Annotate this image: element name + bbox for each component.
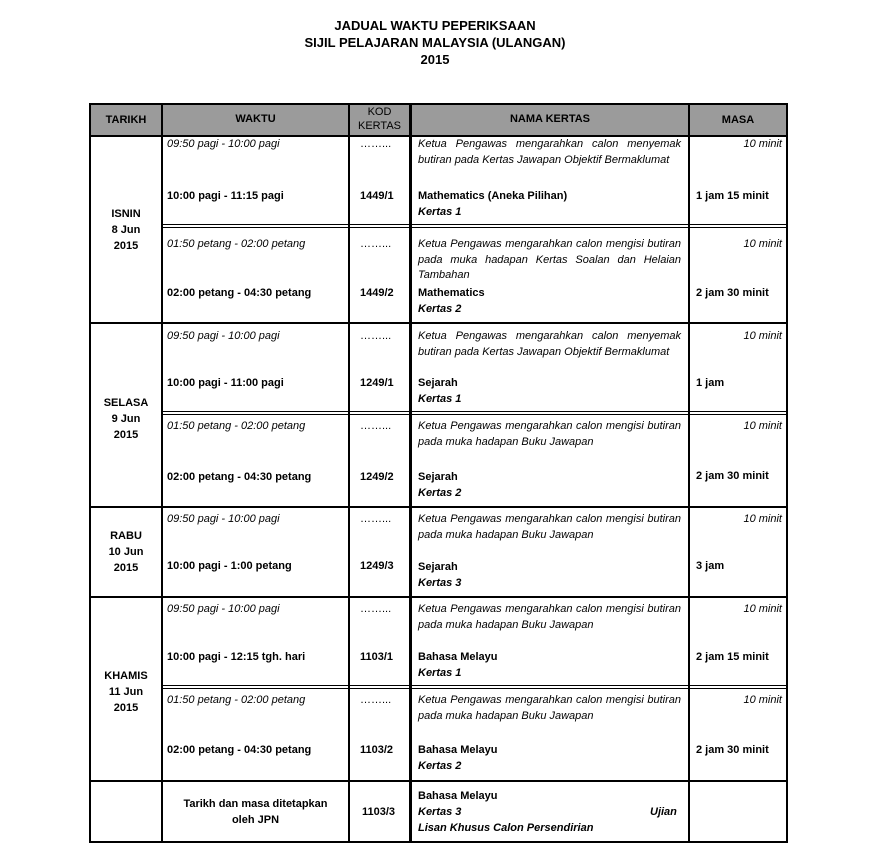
paper-number: Kertas 3: [418, 577, 462, 589]
day-date: 9 Jun: [111, 413, 141, 425]
pre-code: ……...: [360, 330, 392, 342]
day-separator-3: [89, 596, 788, 598]
duration: 2 jam 30 minit: [696, 470, 769, 482]
document-title: [0, 17, 870, 68]
day-year: 2015: [113, 240, 139, 252]
header-nama-kertas: NAMA KERTAS: [509, 113, 591, 125]
pre-code: ……...: [360, 420, 392, 432]
pre-code: ……...: [360, 238, 392, 250]
day-year: 2015: [113, 702, 139, 714]
date-cell-isnin: [90, 206, 162, 254]
paper-number: Kertas 3: [418, 806, 462, 818]
pre-note: Ketua Pengawas mengarahkan calon menyemak butiran pada Kertas Jawapan Objektif Bermaklumat: [418, 138, 681, 166]
pre-time: 09:50 pagi - 10:00 pagi: [167, 330, 280, 342]
exam-time: 10:00 pagi - 11:00 pagi: [167, 377, 284, 389]
subject-name: Mathematics (Aneka Pilihan): [418, 190, 568, 202]
exam-time: 10:00 pagi - 1:00 petang: [167, 560, 292, 572]
date-cell-rabu: [90, 528, 162, 576]
title-line-2: SIJIL PELAJARAN MALAYSIA (ULANGAN): [304, 35, 566, 50]
pre-time: 01:50 petang - 02:00 petang: [167, 694, 306, 706]
pre-time: 01:50 petang - 02:00 petang: [167, 238, 306, 250]
session-separator-1a: [161, 224, 788, 225]
time-note-line-2: oleh JPN: [231, 814, 280, 826]
day-separator-4: [89, 780, 788, 782]
paper-number: Kertas 1: [418, 206, 462, 218]
subject-name: Sejarah: [418, 561, 458, 573]
duration: 3 jam: [696, 560, 725, 572]
day-name: SELASA: [103, 397, 149, 409]
paper-number: Kertas 2: [418, 760, 462, 772]
pre-masa: 10 minit: [743, 694, 782, 706]
pre-masa: 10 minit: [743, 238, 782, 250]
header-waktu: WAKTU: [235, 113, 276, 125]
pre-time: 09:50 pagi - 10:00 pagi: [167, 513, 280, 525]
pre-code: ……...: [360, 138, 392, 150]
paper-number: Kertas 1: [418, 393, 462, 405]
subject-name: Sejarah: [418, 471, 458, 483]
exam-time: 02:00 petang - 04:30 petang: [167, 471, 312, 483]
duration: 2 jam 30 minit: [696, 287, 769, 299]
paper-code: 1103/3: [362, 806, 396, 818]
paper-number: Kertas 1: [418, 667, 462, 679]
subject-name: Mathematics: [418, 287, 485, 299]
day-name: ISNIN: [111, 208, 141, 220]
subject-name: Bahasa Melayu: [418, 790, 498, 802]
pre-note: Ketua Pengawas mengarahkan calon mengisi butiran pada muka hadapan Buku Jawapan: [418, 420, 681, 448]
border-bottom: [89, 841, 788, 843]
header-kod-line-2: KERTAS: [358, 120, 401, 132]
subject-name: Bahasa Melayu: [418, 744, 498, 756]
duration: 2 jam 30 minit: [696, 744, 769, 756]
session-separator-2b: [161, 414, 788, 415]
subject-name: Sejarah: [418, 377, 458, 389]
pre-masa: 10 minit: [743, 420, 782, 432]
paper-code: 1449/2: [360, 287, 394, 299]
pre-code: ……...: [360, 603, 392, 615]
pre-code: ……...: [360, 513, 392, 525]
day-date: 11 Jun: [108, 686, 144, 698]
duration: 1 jam: [696, 377, 725, 389]
paper-code: 1249/3: [360, 560, 394, 572]
exam-time: 10:00 pagi - 11:15 pagi: [167, 190, 284, 202]
session-separator-2a: [161, 411, 788, 412]
pre-masa: 10 minit: [743, 330, 782, 342]
col-line-4: [688, 103, 690, 843]
pre-time: 09:50 pagi - 10:00 pagi: [167, 603, 280, 615]
pre-masa: 10 minit: [743, 138, 782, 150]
day-date: 10 Jun: [108, 546, 144, 558]
paper-number: Kertas 2: [418, 303, 462, 315]
border-top: [89, 103, 788, 105]
exam-time: 02:00 petang - 04:30 petang: [167, 287, 312, 299]
pre-code: ……...: [360, 694, 392, 706]
paper-code: 1249/1: [360, 377, 394, 389]
paper-code: 1449/1: [360, 190, 394, 202]
exam-time: 02:00 petang - 04:30 petang: [167, 744, 312, 756]
pre-time: 01:50 petang - 02:00 petang: [167, 420, 306, 432]
header-kod-line-1: KOD: [367, 106, 392, 118]
pre-time: 09:50 pagi - 10:00 pagi: [167, 138, 280, 150]
duration: 2 jam 15 minit: [696, 651, 769, 663]
day-year: 2015: [113, 562, 139, 574]
day-name: KHAMIS: [104, 670, 148, 682]
paper-code: 1249/2: [360, 471, 394, 483]
col-line-3: [409, 103, 412, 843]
pre-note: Ketua Pengawas mengarahkan calon mengisi butiran pada muka hadapan Buku Jawapan: [418, 603, 681, 631]
pre-masa: 10 minit: [743, 513, 782, 525]
ujian-label: Ujian: [650, 806, 677, 818]
border-right: [786, 103, 788, 843]
title-line-3: 2015: [420, 52, 450, 67]
header-masa: MASA: [721, 114, 755, 126]
header-tarikh: TARIKH: [105, 114, 147, 126]
session-separator-3b: [161, 688, 788, 689]
pre-note: Ketua Pengawas mengarahkan calon mengisi butiran pada muka hadapan Kertas Soalan dan Helaian Tambahan: [418, 238, 681, 281]
date-cell-selasa: [90, 395, 162, 443]
paper-code: 1103/1: [360, 651, 394, 663]
pre-note: Ketua Pengawas mengarahkan calon menyemak butiran pada Kertas Jawapan Objektif Bermaklumat: [418, 330, 681, 358]
paper-code: 1103/2: [360, 744, 394, 756]
day-separator-2: [89, 506, 788, 508]
pre-note: Ketua Pengawas mengarahkan calon mengisi butiran pada muka hadapan Buku Jawapan: [418, 513, 681, 541]
title-line-1: JADUAL WAKTU PEPERIKSAAN: [334, 18, 536, 33]
col-line-2: [348, 103, 350, 843]
paper-number: Kertas 2: [418, 487, 462, 499]
exam-time: 10:00 pagi - 12:15 tgh. hari: [167, 651, 306, 663]
day-year: 2015: [113, 429, 139, 441]
day-date: 8 Jun: [111, 224, 141, 236]
day-separator-1: [89, 322, 788, 324]
session-separator-3a: [161, 685, 788, 686]
date-cell-khamis: [90, 668, 162, 716]
time-note-line-1: Tarikh dan masa ditetapkan: [183, 798, 328, 810]
lisan-label: Lisan Khusus Calon Persendirian: [418, 822, 594, 834]
duration: 1 jam 15 minit: [696, 190, 769, 202]
pre-masa: 10 minit: [743, 603, 782, 615]
subject-name: Bahasa Melayu: [418, 651, 498, 663]
session-separator-1b: [161, 227, 788, 228]
day-name: RABU: [110, 530, 142, 542]
pre-note: Ketua Pengawas mengarahkan calon mengisi butiran pada muka hadapan Buku Jawapan: [418, 694, 681, 722]
